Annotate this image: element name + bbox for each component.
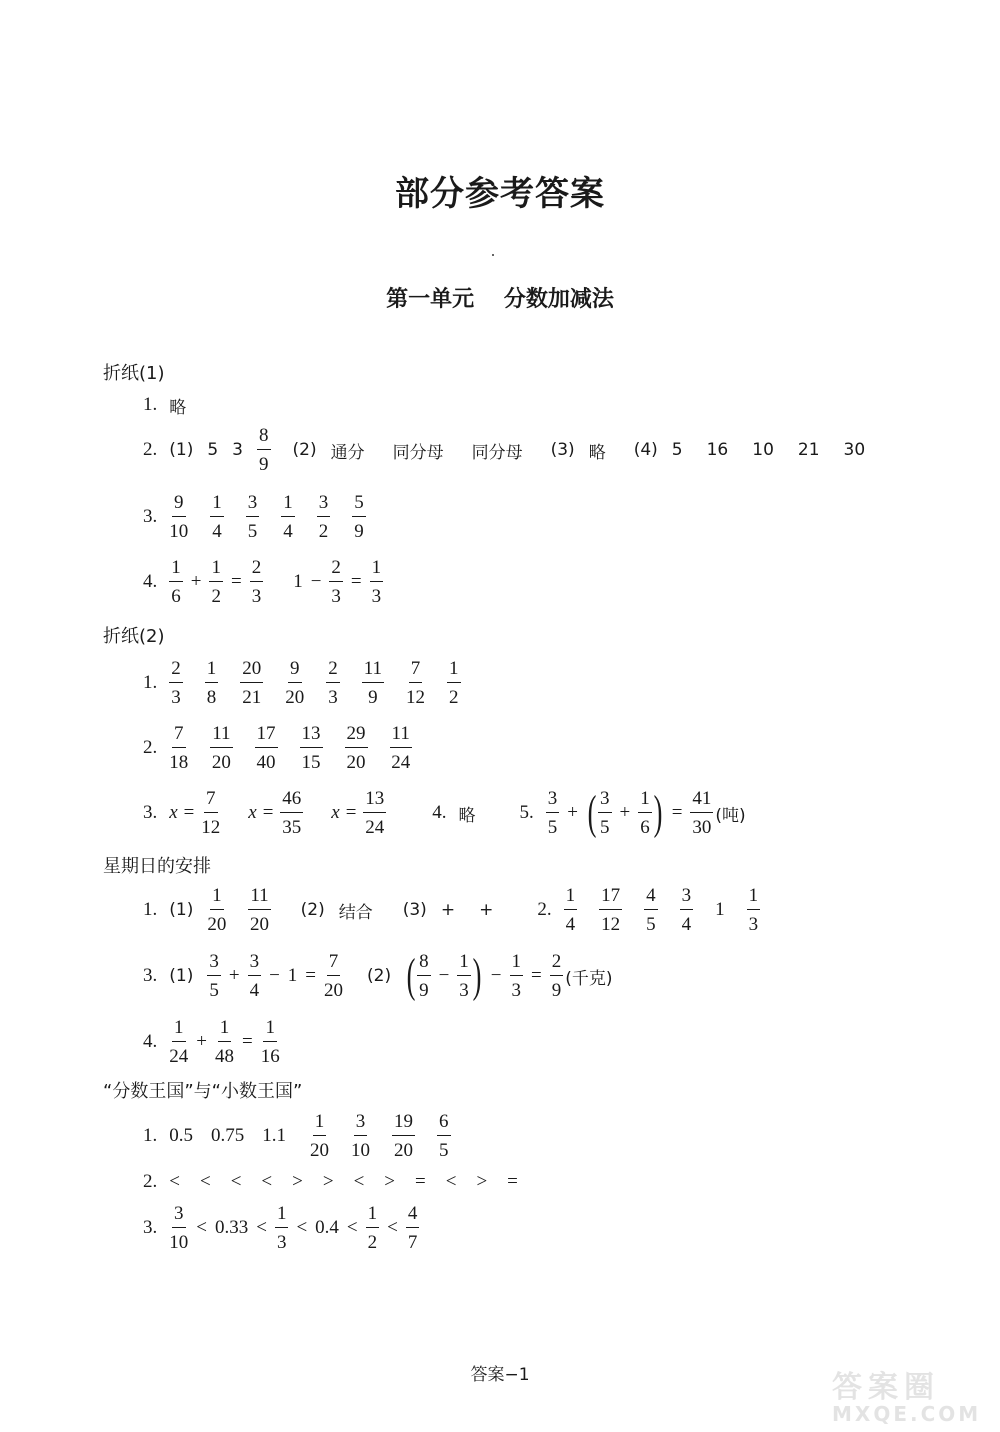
answer-text: (1) — [169, 440, 194, 460]
numerator: 1 — [210, 493, 224, 517]
answer-text: (吨) — [715, 805, 746, 826]
numerator: 20 — [240, 659, 263, 683]
operator: = — [350, 571, 362, 592]
numerator: 9 — [172, 493, 186, 517]
answer-text: < — [169, 1171, 180, 1192]
numerator: 1 — [313, 1112, 327, 1136]
fraction — [510, 952, 524, 1000]
fraction — [324, 952, 343, 1000]
answer-text: > — [384, 1171, 395, 1192]
section-zhezhi-2: 折纸(2) — [103, 626, 165, 647]
denominator: 9 — [419, 980, 429, 1001]
operator: + — [567, 802, 579, 823]
denominator: 20 — [249, 914, 269, 935]
denominator: 3 — [171, 687, 181, 708]
numerator: 1 — [218, 1018, 232, 1042]
operator: − — [490, 965, 502, 986]
operator: < — [346, 1217, 358, 1238]
numerator: 3 — [317, 493, 331, 517]
denominator: 20 — [324, 980, 343, 1001]
answer-text: 略 — [588, 442, 606, 463]
numerator: 3 — [546, 789, 560, 813]
denominator: 18 — [169, 752, 189, 773]
section-fraction-decimal-kingdom: “分数王国”与“小数王国” — [103, 1081, 303, 1102]
s3-q4 — [143, 1012, 302, 1072]
item-label: 3. — [143, 802, 158, 823]
answer-text: 结合 — [338, 902, 373, 923]
answer-text: 1.1 — [262, 1125, 286, 1146]
s3-q1-q2 — [143, 880, 782, 940]
numerator: 7 — [327, 952, 341, 976]
watermark-logo — [832, 1362, 1000, 1432]
numerator: 4 — [644, 886, 658, 910]
fraction — [690, 789, 713, 837]
operator: = — [305, 965, 316, 986]
denominator: 8 — [206, 687, 217, 708]
fraction — [366, 1204, 380, 1252]
denominator: 3 — [328, 687, 338, 708]
numerator: 8 — [257, 426, 271, 450]
item-label: 1. — [143, 672, 158, 693]
operator: = — [671, 802, 683, 823]
item-label: 5. — [519, 802, 534, 823]
numerator: 7 — [409, 659, 423, 683]
s1-q3 — [143, 487, 388, 547]
numerator: 19 — [392, 1112, 415, 1136]
fraction — [406, 659, 425, 707]
numerator: 7 — [204, 789, 218, 813]
fraction — [169, 1204, 188, 1252]
unit-title: 第一单元 分数加减法 — [386, 287, 614, 312]
item-label: 3. — [143, 965, 158, 986]
denominator: 20 — [207, 914, 227, 935]
denominator: 5 — [439, 1140, 449, 1161]
stray-dot — [492, 254, 494, 256]
fraction — [255, 724, 278, 772]
denominator: 4 — [681, 914, 692, 935]
operator: = — [241, 1031, 253, 1052]
numerator: 17 — [599, 886, 622, 910]
numerator: 17 — [255, 724, 278, 748]
answer-text: x = — [169, 802, 196, 823]
answer-text: 16 — [706, 440, 729, 460]
operator: − — [269, 965, 280, 986]
fraction — [205, 659, 219, 707]
denominator: 48 — [214, 1046, 234, 1067]
fraction — [169, 1018, 188, 1066]
denominator: 5 — [247, 521, 258, 542]
denominator: 3 — [276, 1232, 287, 1253]
answer-text: < — [230, 1171, 242, 1192]
fraction — [240, 659, 263, 707]
answer-text: 通分 — [330, 442, 365, 463]
numerator: 2 — [550, 952, 564, 976]
item-label: 3. — [143, 1217, 158, 1238]
bracket: ( — [587, 786, 597, 839]
fraction — [248, 886, 270, 934]
numerator: 1 — [263, 1018, 277, 1042]
fraction — [417, 952, 431, 1000]
denominator: 9 — [259, 454, 269, 475]
denominator: 35 — [282, 817, 302, 838]
answer-text: (4) — [633, 440, 658, 460]
numerator: 11 — [210, 724, 232, 748]
denominator: 7 — [407, 1232, 418, 1253]
answer-text: 5 — [207, 440, 219, 460]
denominator: 4 — [283, 521, 293, 542]
fraction — [329, 558, 343, 606]
numerator: 2 — [250, 558, 264, 582]
item-label: 4. — [432, 802, 447, 823]
numerator: 3 — [680, 886, 694, 910]
fraction — [457, 952, 471, 1000]
item-label: 2. — [143, 1171, 158, 1192]
denominator: 3 — [251, 586, 262, 607]
fraction — [210, 493, 224, 541]
item-label: 4. — [143, 571, 158, 592]
answer-text: 30 — [843, 440, 866, 460]
fraction — [363, 789, 386, 837]
denominator: 3 — [331, 586, 341, 607]
numerator: 9 — [288, 659, 302, 683]
s1-q4 — [143, 552, 405, 612]
item-label: 2. — [537, 899, 552, 920]
numerator: 1 — [457, 952, 471, 976]
fraction — [201, 789, 220, 837]
operator: < — [256, 1217, 267, 1238]
numerator: 41 — [690, 789, 713, 813]
fraction — [257, 426, 271, 474]
fraction — [599, 886, 622, 934]
numerator: 1 — [275, 1204, 289, 1228]
bracket: ( — [406, 949, 416, 1002]
answer-text: = — [415, 1171, 426, 1192]
denominator: 5 — [646, 914, 656, 935]
fraction — [210, 724, 232, 772]
s1-q2 — [143, 420, 879, 480]
numerator: 3 — [207, 952, 221, 976]
numerator: 3 — [246, 493, 260, 517]
fraction — [285, 659, 304, 707]
operator: < — [296, 1217, 308, 1238]
fraction — [207, 952, 221, 1000]
numerator: 1 — [638, 789, 652, 813]
operator: = — [531, 965, 542, 986]
numerator: 2 — [169, 659, 183, 683]
item-label: 1. — [143, 1125, 158, 1146]
answer-text: 略 — [458, 805, 476, 826]
fraction — [564, 886, 578, 934]
answer-text: (3) — [550, 440, 575, 460]
numerator: 11 — [248, 886, 270, 910]
bracket: ) — [653, 786, 663, 839]
denominator: 2 — [211, 586, 221, 607]
s2-q1 — [143, 653, 483, 713]
numerator: 1 — [169, 558, 183, 582]
denominator: 16 — [260, 1046, 280, 1067]
answer-text: + — [479, 900, 494, 920]
answer-text: 3 — [232, 440, 243, 460]
operator: − — [438, 965, 450, 986]
answer-text: > — [476, 1171, 488, 1192]
fraction — [261, 1018, 280, 1066]
answer-text: < — [445, 1171, 457, 1192]
denominator: 4 — [565, 914, 576, 935]
fraction — [644, 886, 658, 934]
answer-text: < — [353, 1171, 365, 1192]
numerator: 1 — [209, 558, 223, 582]
answer-text: 同分母 — [392, 442, 444, 463]
numerator: 1 — [370, 558, 384, 582]
numerator: 13 — [363, 789, 386, 813]
s4-q3 — [143, 1198, 441, 1258]
numerator: 5 — [352, 493, 366, 517]
operator: + — [228, 965, 240, 986]
denominator: 10 — [169, 521, 189, 542]
answer-text: 略 — [169, 397, 187, 418]
numerator: 1 — [747, 886, 761, 910]
fraction — [370, 558, 384, 606]
denominator: 20 — [346, 752, 366, 773]
s2-q3-q5 — [143, 783, 760, 843]
fraction — [207, 886, 226, 934]
fraction — [747, 886, 761, 934]
item-label: 2. — [143, 439, 158, 460]
answer-text: < — [261, 1171, 273, 1192]
numerator: 7 — [172, 724, 186, 748]
answer-text: 同分母 — [471, 442, 523, 463]
denominator: 5 — [209, 980, 219, 1001]
numerator: 1 — [564, 886, 578, 910]
section-sunday-plan: 星期日的安排 — [103, 856, 211, 877]
numerator: 13 — [300, 724, 323, 748]
denominator: 9 — [368, 687, 378, 708]
answer-text: (2) — [300, 900, 325, 920]
answer-text: 1 — [293, 571, 303, 592]
numerator: 3 — [172, 1204, 186, 1228]
fraction — [300, 724, 323, 772]
fraction — [680, 886, 694, 934]
denominator: 4 — [212, 521, 222, 542]
fraction — [447, 659, 461, 707]
operator: < — [387, 1217, 398, 1238]
numerator: 1 — [205, 659, 219, 683]
answer-text: 10 — [752, 440, 774, 460]
numerator: 1 — [210, 886, 224, 910]
answer-text: (3) — [402, 900, 427, 920]
denominator: 21 — [242, 687, 262, 708]
fraction — [326, 659, 340, 707]
page-number: 答案−1 — [470, 1365, 530, 1385]
denominator: 20 — [310, 1140, 329, 1161]
numerator: 1 — [510, 952, 524, 976]
denominator: 9 — [551, 980, 562, 1001]
s3-q3 — [143, 946, 626, 1006]
denominator: 3 — [371, 586, 382, 607]
denominator: 3 — [511, 980, 521, 1001]
fraction — [250, 558, 264, 606]
numerator: 2 — [326, 659, 340, 683]
fraction — [169, 558, 183, 606]
answer-text: 0.75 — [211, 1125, 245, 1146]
fraction — [362, 659, 384, 707]
operator: + — [619, 802, 631, 823]
operator: + — [190, 571, 202, 592]
fraction — [169, 493, 188, 541]
fraction — [169, 724, 188, 772]
answer-text: > — [322, 1171, 334, 1192]
denominator: 20 — [211, 752, 231, 773]
denominator: 6 — [171, 586, 181, 607]
denominator: 24 — [391, 752, 411, 773]
numerator: 2 — [329, 558, 343, 582]
bracket: ) — [472, 949, 482, 1002]
answer-text: (1) — [169, 966, 194, 986]
answer-text: 0.33 — [214, 1217, 249, 1238]
answer-text: 5 — [671, 440, 683, 460]
denominator: 24 — [169, 1046, 189, 1067]
section-zhezhi-1: 折纸(1) — [103, 363, 165, 384]
answer-text: (1) — [169, 900, 194, 920]
denominator: 5 — [547, 817, 558, 838]
answer-text: 1 — [715, 899, 725, 920]
answer-text: > — [292, 1171, 303, 1192]
denominator: 40 — [256, 752, 276, 773]
fraction — [209, 558, 223, 606]
denominator: 9 — [354, 521, 364, 542]
numerator: 8 — [417, 952, 431, 976]
denominator: 10 — [169, 1232, 189, 1253]
numerator: 3 — [598, 789, 612, 813]
operator: = — [230, 571, 242, 592]
fraction — [638, 789, 652, 837]
numerator: 3 — [248, 952, 262, 976]
fraction — [281, 493, 295, 541]
item-label: 3. — [143, 506, 158, 527]
fraction — [550, 952, 564, 1000]
numerator: 3 — [354, 1112, 368, 1136]
fraction — [390, 724, 412, 772]
fraction — [275, 1204, 289, 1252]
numerator: 1 — [281, 493, 295, 517]
fraction — [317, 493, 331, 541]
denominator: 2 — [367, 1232, 378, 1253]
watermark-url: MXQE.COM — [832, 1402, 982, 1426]
answer-text: < — [199, 1171, 211, 1192]
denominator: 15 — [301, 752, 321, 773]
answer-text: + — [440, 900, 456, 920]
answer-text: (千克) — [565, 968, 613, 989]
denominator: 12 — [406, 687, 426, 708]
fraction — [598, 789, 612, 837]
answer-text: x = — [331, 802, 358, 823]
numerator: 1 — [447, 659, 461, 683]
denominator: 2 — [449, 687, 459, 708]
fraction — [215, 1018, 234, 1066]
item-label: 4. — [143, 1031, 158, 1052]
watermark-text: 答案圈 — [832, 1370, 940, 1405]
denominator: 12 — [601, 914, 621, 935]
denominator: 12 — [201, 817, 221, 838]
denominator: 30 — [692, 817, 712, 838]
answer-text: = — [507, 1171, 518, 1192]
denominator: 24 — [365, 817, 385, 838]
answer-text: (2) — [292, 440, 317, 460]
numerator: 11 — [362, 659, 384, 683]
denominator: 3 — [459, 980, 469, 1001]
denominator: 4 — [249, 980, 260, 1001]
item-label: 2. — [143, 737, 158, 758]
fraction — [169, 659, 183, 707]
denominator: 6 — [640, 817, 650, 838]
item-label: 1. — [143, 899, 158, 920]
answer-text: x = — [248, 802, 275, 823]
answer-text: 0.4 — [315, 1217, 339, 1238]
operator: + — [196, 1031, 207, 1052]
item-label: 1. — [143, 394, 158, 415]
fraction — [345, 724, 368, 772]
operator: < — [196, 1217, 207, 1238]
fraction — [248, 952, 262, 1000]
denominator: 20 — [394, 1140, 413, 1161]
numerator: 29 — [345, 724, 368, 748]
numerator: 46 — [280, 789, 303, 813]
answer-text: (2) — [367, 966, 392, 986]
denominator: 2 — [318, 521, 329, 542]
numerator: 6 — [437, 1112, 451, 1136]
denominator: 3 — [748, 914, 759, 935]
page-title: 部分参考答案 — [395, 174, 605, 214]
numerator: 4 — [406, 1204, 420, 1228]
fraction — [546, 789, 560, 837]
numerator: 11 — [390, 724, 412, 748]
fraction — [246, 493, 260, 541]
operator: − — [310, 571, 322, 592]
numerator: 1 — [366, 1204, 380, 1228]
s2-q2 — [143, 718, 434, 778]
answer-text: 1 — [287, 965, 298, 986]
denominator: 10 — [351, 1140, 370, 1161]
denominator: 20 — [285, 687, 305, 708]
fraction — [406, 1204, 420, 1252]
fraction — [280, 789, 303, 837]
denominator: 5 — [600, 817, 610, 838]
numerator: 1 — [172, 1018, 186, 1042]
answer-text: 21 — [797, 440, 820, 460]
answer-text: 0.5 — [169, 1125, 193, 1146]
fraction — [352, 493, 366, 541]
